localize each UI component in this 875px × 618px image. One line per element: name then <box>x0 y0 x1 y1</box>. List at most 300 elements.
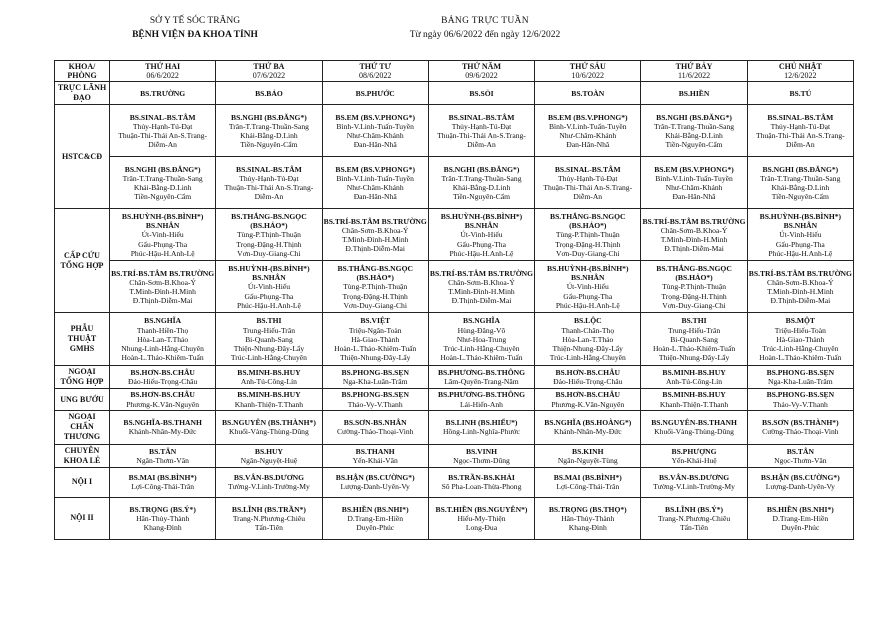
staff-line: Thuận-Thi-Thái An-S.Trang-Diễm-An <box>437 130 526 150</box>
staff-line: Khải-Bằng-D.Linh <box>452 182 511 192</box>
schedule-row <box>55 82 854 105</box>
doctor-on-duty: BS.EM (BS.V.PHONG*) <box>335 164 415 174</box>
department-label: TRỰC LÃNH ĐẠO <box>55 82 110 105</box>
staff-line: Bình-V.Linh-Tuấn-Tuyền <box>336 121 414 131</box>
staff-line: Đ.Thịnh-Diễm-Mai <box>664 244 724 254</box>
staff-line: Lượng-Danh-Uyên-Vy <box>765 482 835 492</box>
staff-line: Khải-Bằng-D.Linh <box>771 182 830 192</box>
staff-line: Đ.Thịnh-Diễm-Mai <box>345 244 406 254</box>
department-label: NGOẠI CHẤN THƯƠNG <box>55 410 110 444</box>
doctor-on-duty: BS.HẬN (BS.CƯỜNG*) <box>760 473 840 483</box>
doctor-on-duty: BS.PHONG-BS.SẸN <box>341 368 409 378</box>
staff-line: Thiện-Nhung-Đây-Lẩy <box>658 353 730 363</box>
duty-cell <box>216 157 322 209</box>
staff-line: Bình-V.Linh-Tuấn-Tuyền <box>336 173 414 183</box>
duty-cell <box>110 444 216 467</box>
date-range: Từ ngày 06/6/2022 đến ngày 12/6/2022 <box>409 30 561 40</box>
staff-line: Phúc-Hậu-H.Anh-Lệ <box>449 248 514 258</box>
staff-line: Tiền-Nguyên-Cẩm <box>134 192 192 202</box>
duty-cell <box>322 209 428 261</box>
doctor-on-duty: BS.THI <box>681 316 707 326</box>
department-column-header: KHOA/ PHÒNG <box>55 61 110 82</box>
duty-cell <box>747 444 853 467</box>
staff-line: Trân-T.Trang-Thuần-Sang <box>228 121 309 131</box>
staff-line: Yến-Khải-Vân <box>352 455 398 465</box>
doctor-on-duty: BS.HƠN-BS.CHÂU <box>555 390 621 400</box>
staff-line: Trọng-Đặng-H.Thịnh <box>661 291 727 301</box>
staff-line: Trúc-Linh-Hằng-Chuyên <box>549 353 626 363</box>
staff-line: Nga-Kha-Luân-Trâm <box>342 377 408 387</box>
staff-line: Gấu-Phụng-Tha <box>563 291 613 301</box>
duty-cell <box>535 313 641 366</box>
duty-cell <box>322 82 428 105</box>
duty-cell <box>535 389 641 410</box>
staff-line: Thuận-Thi-Thái An-S.Trang-Diễm-An <box>755 130 845 150</box>
doctor-on-duty: BS.THẮNG-BS.NGỌC (BS.HẢO*) <box>231 211 307 231</box>
doctor-on-duty: BS.NGHI (BS.ĐĂNG*) <box>231 112 307 122</box>
schedule-row <box>55 389 854 410</box>
staff-line: Tường-V.Linh-Trường-My <box>653 482 735 492</box>
day-name: THỨ TƯ <box>359 62 391 71</box>
doctor-on-duty: BS.NGHI (BS.ĐĂNG*) <box>443 164 520 174</box>
day-name: THỨ SÁU <box>569 62 606 71</box>
staff-line: Thủy-Hạnh-Tú-Đạt <box>132 121 193 131</box>
duty-cell <box>216 261 322 313</box>
duty-cell <box>428 497 534 539</box>
doctor-on-duty: BS.HIỀN (BS.NHI*) <box>341 504 409 514</box>
duty-cell <box>535 261 641 313</box>
staff-line: Phúc-Hậu-H.Anh-Lệ <box>555 300 620 310</box>
staff-line: Sô Pha-Loan-Thừa-Phong <box>441 482 522 492</box>
duty-cell <box>428 82 534 105</box>
staff-line: Như-Châm-Khánh <box>665 182 723 192</box>
day-date: 06/6/2022 <box>146 71 179 81</box>
doctor-on-duty: BS.NGHĨA-BS.THANH <box>123 418 202 428</box>
staff-line: Khuổi-Vàng-Thùng-Dũng <box>229 427 309 437</box>
duty-cell <box>641 313 747 366</box>
duty-cell <box>322 261 428 313</box>
schedule-row <box>55 209 854 261</box>
staff-line: Như-Hoa-Trung <box>456 334 507 344</box>
staff-line: Hồng-Linh-Nghĩa-Phước <box>443 427 520 437</box>
schedule-row <box>55 444 854 467</box>
staff-line: Thủy-Hạnh-Tú-Đạt <box>451 121 512 131</box>
staff-line: Triệu-Hiếu-Toàn <box>774 325 826 335</box>
doctor-on-duty: BS.PHƯƠNG-BS.THÔNG <box>437 368 526 378</box>
staff-line: Long-Đua <box>465 522 498 532</box>
doctor-on-duty: BS.MINH-BS.HUY <box>237 390 301 400</box>
department-label: CHUYÊN KHOA LẺ <box>55 444 110 467</box>
day-date: 07/6/2022 <box>252 71 286 81</box>
duty-cell <box>322 467 428 497</box>
staff-line: Chân-Sơm-B.Khoa-Ý <box>341 225 409 235</box>
staff-line: Út-Vinh-Hiếu <box>141 230 184 240</box>
duty-cell <box>216 467 322 497</box>
doctor-on-duty: BS.LINH (BS.HIẾU*) <box>445 418 518 428</box>
staff-line: Chân-Sơm-B.Khoa-Ý <box>129 277 196 287</box>
doctor-on-duty: BS.VÂN-BS.DƯƠNG <box>233 473 305 483</box>
schedule-row <box>55 313 854 366</box>
staff-line: T.Minh-Đình-H.Minh <box>767 286 834 296</box>
schedule-row <box>55 366 854 389</box>
staff-line: Trúc-Linh-Hằng-Chuyên <box>762 344 839 353</box>
day-date: 11/6/2022 <box>677 71 711 81</box>
staff-line: Hòa-Lan-T.Thảo <box>562 334 614 344</box>
staff-line: Gấu-Phụng-Tha <box>775 239 825 249</box>
doctor-on-duty: BS.EM (BS.V.PHONG*) <box>654 164 734 174</box>
staff-line: Út-Vinh-Hiếu <box>566 282 609 292</box>
duty-cell <box>110 105 216 157</box>
staff-line: Ngân-Nguyệt-Huệ <box>240 455 298 465</box>
duty-cell <box>110 209 216 261</box>
staff-line: Trân-T.Trang-Thuần-Sang <box>760 173 841 183</box>
doctor-on-duty: BS.THẮNG-BS.NGỌC (BS.HẢO*) <box>656 263 732 283</box>
staff-line: Chân-Sơm-B.Khoa-Ý <box>767 277 834 287</box>
doctor-on-duty: BS.HUỲNH-(BS.BÌNH*) BS.NHÂN <box>440 211 523 231</box>
schedule-row <box>55 105 854 157</box>
duty-cell <box>428 467 534 497</box>
duty-cell <box>110 497 216 539</box>
staff-line: Yến-Khải-Huệ <box>671 455 717 465</box>
duty-cell <box>747 497 853 539</box>
department-label: CẤP CỨU TỔNG HỢP <box>55 209 110 313</box>
staff-line: Vơn-Duy-Giang-Chi <box>237 248 301 258</box>
staff-line: Bi-Quanh-Sang <box>245 334 293 344</box>
day-column-header <box>110 61 216 82</box>
staff-line: Bình-V.Linh-Tuấn-Tuyền <box>655 173 733 183</box>
duty-schedule-table <box>54 60 854 540</box>
duty-cell <box>216 389 322 410</box>
staff-line: Trọng-Đặng-H.Thịnh <box>555 239 621 249</box>
doctor-on-duty: BS.VÂN-BS.DƯƠNG <box>658 473 730 483</box>
duty-cell <box>110 82 216 105</box>
duty-cell <box>535 157 641 209</box>
department-label: NỘI II <box>55 497 110 539</box>
staff-line: Phúc-Hậu-H.Anh-Lệ <box>236 300 301 310</box>
doctor-on-duty: BS.VIỆT <box>360 316 391 326</box>
staff-line: Thanh-Chân-Thọ <box>561 325 615 335</box>
staff-line: T.Minh-Đình-H.Minh <box>341 234 409 244</box>
staff-line: Khải-Bằng-D.Linh <box>665 130 723 140</box>
staff-line: T.Minh-Đình-H.Minh <box>660 234 728 244</box>
staff-line: Tùng-P.Thịnh-Thuận <box>343 282 408 292</box>
department-label: PHẪU THUẬT GMHS <box>55 313 110 366</box>
doctor-on-duty: BS.HUỲNH-(BS.BÌNH*) BS.NHÂN <box>228 263 310 283</box>
duty-cell <box>216 497 322 539</box>
header-title-block <box>360 14 610 42</box>
duty-cell <box>322 444 428 467</box>
duty-cell <box>428 261 534 313</box>
duty-cell <box>641 497 747 539</box>
staff-line: Thuận-Thi-Thái An-S.Trang-Diễm-An <box>224 182 314 202</box>
staff-line: Tấn-Tiên <box>680 522 709 532</box>
doctor-on-duty: BS.PHƯỚC <box>355 88 395 98</box>
staff-line: Thanh-Hiền-Thọ <box>136 325 189 335</box>
staff-line: Như-Châm-Khánh <box>346 130 404 140</box>
doctor-on-duty: BS.TOÀN <box>571 88 605 98</box>
staff-line: Đ.Thịnh-Diễm-Mai <box>132 296 193 306</box>
doctor-on-duty: BS.NGHI (BS.ĐĂNG*) <box>656 112 732 122</box>
staff-line: Khánh-Nhân-My-Đức <box>128 427 197 437</box>
doctor-on-duty: BS.SƠN (BS.THÀNH*) <box>762 418 839 428</box>
staff-line: Lái-Hiển-Anh <box>459 399 503 409</box>
doctor-on-duty: BS.MAI (BS.BÌNH*) <box>553 473 622 483</box>
duty-cell <box>747 389 853 410</box>
staff-line: Khải-Bằng-D.Linh <box>240 130 298 140</box>
duty-cell <box>641 261 747 313</box>
staff-line: Vơn-Duy-Giang-Chi <box>662 300 726 310</box>
staff-line: Thảo-Vy-V.Thanh <box>772 399 828 409</box>
staff-line: Trúc-Linh-Hằng-Chuyên <box>230 353 307 363</box>
staff-line: Phương-K.Vân-Nguyên <box>126 399 200 409</box>
staff-line: Hoàn-L.Thảo-Khiêm-Tuấn <box>334 344 417 353</box>
day-column-header <box>216 61 322 82</box>
staff-line: Duyên-Phúc <box>356 522 395 532</box>
staff-line: Hùng-Đăng-Võ <box>457 325 506 335</box>
staff-line: Khang-Đình <box>143 522 182 532</box>
day-column-header <box>641 61 747 82</box>
duty-cell <box>535 209 641 261</box>
staff-line: Triệu-Ngân-Toàn <box>348 325 402 335</box>
doctor-on-duty: BS.MỘT <box>785 316 815 326</box>
duty-cell <box>216 105 322 157</box>
department-label: HSTC&CĐ <box>55 105 110 209</box>
staff-line: Lợi-Công-Thái-Trân <box>131 482 195 492</box>
staff-line: Đan-Hân-Nhã <box>353 140 397 150</box>
staff-line: Trúc-Linh-Hằng-Chuyên <box>443 344 520 353</box>
staff-line: Thuận-Thi-Thái An-S.Trang-Diễm-An <box>118 130 207 150</box>
day-column-header <box>535 61 641 82</box>
staff-line: Vơn-Duy-Giang-Chi <box>343 300 407 310</box>
org-line-1: SỞ Y TẾ SÓC TRĂNG <box>149 16 241 26</box>
staff-line: Thiện-Nhung-Đây-Lẩy <box>552 344 623 353</box>
staff-line: Thủy-Hạnh-Tú-Đạt <box>770 121 831 131</box>
day-column-header <box>747 61 853 82</box>
duty-cell <box>216 444 322 467</box>
doctor-on-duty: BS.SƠN-BS.NHÂN <box>343 418 407 428</box>
doctor-on-duty: BS.TRẦN-BS.KHẢI <box>448 473 515 483</box>
schedule-row <box>55 261 854 313</box>
staff-line: Tùng-P.Thịnh-Thuận <box>662 282 726 292</box>
duty-cell <box>322 410 428 444</box>
schedule-row <box>55 410 854 444</box>
doctor-on-duty: BS.MINH-BS.HUY <box>237 368 301 378</box>
staff-line: Hoàn-L.Thảo-Khiêm-Tuấn <box>652 344 736 353</box>
staff-line: Trọng-Đặng-H.Thịnh <box>236 239 302 249</box>
staff-line: Chân-Sơm-B.Khoa-Ý <box>660 225 728 235</box>
duty-cell <box>641 366 747 389</box>
duty-cell <box>428 389 534 410</box>
doctor-on-duty: BS.TRÍ-BS.TÂM BS.TRƯỜNG <box>429 268 534 278</box>
doctor-on-duty: BS.TÚ <box>789 88 812 98</box>
staff-line: Trang-N.Phương-Chiêu <box>657 513 731 523</box>
duty-cell <box>641 389 747 410</box>
staff-line: Hoàn-L.Thảo-Khiêm-Tuấn <box>759 353 842 363</box>
staff-line: Đan-Hân-Nhã <box>672 192 716 202</box>
doctor-on-duty: BS.THẮNG-BS.NGỌC (BS.HẢO*) <box>337 263 413 283</box>
doctor-on-duty: BS.SINAL-BS.TÂM <box>236 164 302 174</box>
duty-cell <box>322 313 428 366</box>
staff-line: Anh-Tú-Công-Lín <box>240 377 297 387</box>
doctor-on-duty: BS.TÂN <box>149 446 177 456</box>
staff-line: Thủy-Hạnh-Tú-Đạt <box>239 173 299 183</box>
staff-line: Trân-T.Trang-Thuần-Sang <box>654 121 735 131</box>
duty-cell <box>641 410 747 444</box>
doctor-on-duty: BS.TRÍ-BS.TÂM BS.TRƯỜNG <box>323 216 427 226</box>
duty-cell <box>110 410 216 444</box>
duty-cell <box>216 366 322 389</box>
duty-cell <box>110 389 216 410</box>
staff-line: Út-Vinh-Hiếu <box>460 230 503 240</box>
staff-line: Trân-T.Trang-Thuần-Sang <box>441 173 522 183</box>
duty-cell <box>428 313 534 366</box>
staff-line: Nhung-Linh-Hằng-Chuyên <box>121 344 204 353</box>
staff-line: Hoàn-L.Thảo-Khiêm-Tuấn <box>121 353 204 363</box>
staff-line: Phương-K.Vân-Nguyên <box>551 399 625 409</box>
staff-line: Ngọc-Thơm-Vân <box>774 455 827 465</box>
duty-cell <box>322 105 428 157</box>
staff-line: Đan-Hân-Nhã <box>353 192 397 202</box>
doctor-on-duty: BS.SINAL-BS.TÂM <box>448 112 515 122</box>
staff-line: Trân-T.Trang-Thuần-Sang <box>122 173 203 183</box>
staff-line: Khánh-Nhân-My-Đức <box>553 427 622 437</box>
staff-line: Trang-N.Phương-Chiêu <box>232 513 306 523</box>
staff-line: Út-Vinh-Hiếu <box>247 282 290 292</box>
doctor-on-duty: BS.EM (BS.V.PHONG*) <box>547 112 628 122</box>
staff-line: Thiện-Nhung-Đây-Lẩy <box>233 344 305 353</box>
doctor-on-duty: BS.NGUYÊN-BS.THANH <box>651 418 737 428</box>
staff-line: Thuận-Thi-Thái An-S.Trang-Diễm-An <box>543 182 633 202</box>
duty-cell <box>428 366 534 389</box>
staff-line: Khải-Bằng-D.Linh <box>133 182 192 192</box>
staff-line: Tiền-Nguyên-Cẩm <box>240 140 298 150</box>
day-date: 08/6/2022 <box>358 71 392 81</box>
duty-cell <box>535 105 641 157</box>
duty-cell <box>322 389 428 410</box>
duty-cell <box>747 366 853 389</box>
schedule-row <box>55 467 854 497</box>
department-label: UNG BƯỚU <box>55 389 110 410</box>
duty-cell <box>428 209 534 261</box>
duty-cell <box>747 467 853 497</box>
duty-cell <box>216 82 322 105</box>
doctor-on-duty: BS.BẢO <box>255 88 283 98</box>
staff-line: Cường-Thảo-Thoại-Vinh <box>762 427 839 437</box>
doctor-on-duty: BS.PHONG-BS.SẸN <box>341 390 409 400</box>
duty-cell <box>216 410 322 444</box>
duty-cell <box>535 82 641 105</box>
doctor-on-duty: BS.SINAL-BS.TÂM <box>554 164 621 174</box>
duty-cell <box>747 157 853 209</box>
doctor-on-duty: BS.HƠN-BS.CHÂU <box>130 368 195 378</box>
schedule-row <box>55 497 854 539</box>
staff-line: Ngân-Nguyệt-Tùng <box>557 455 618 465</box>
staff-line: Tường-V.Linh-Trường-My <box>227 482 310 492</box>
duty-cell <box>747 313 853 366</box>
duty-cell <box>110 467 216 497</box>
doctor-on-duty: BS.MINH-BS.HUY <box>662 368 726 378</box>
duty-cell <box>641 467 747 497</box>
doctor-on-duty: BS.NGUYÊN (BS.THÀNH*) <box>221 418 316 428</box>
doctor-on-duty: BS.HUY <box>254 446 283 456</box>
doctor-on-duty: BS.TRÍ-BS.TÂM BS.TRƯỜNG <box>111 268 215 278</box>
doctor-on-duty: BS.KINH <box>572 446 604 456</box>
duty-cell <box>535 410 641 444</box>
duty-cell <box>641 157 747 209</box>
schedule-body <box>55 82 854 539</box>
doctor-on-duty: BS.TRỌNG (BS.THỌ*) <box>548 504 627 514</box>
org-line-2: BỆNH VIỆN ĐA KHOA TỈNH <box>132 30 258 40</box>
staff-line: Thảo-Vy-V.Thanh <box>347 399 403 409</box>
staff-line: Ngọc-Thơm-Dũng <box>453 455 510 465</box>
doctor-on-duty: BS.NGHI (BS.ĐĂNG*) <box>124 164 201 174</box>
staff-line: Hòa-Lan-T.Thảo <box>137 334 189 344</box>
doctor-on-duty: BS.MINH-BS.HUY <box>662 390 726 400</box>
doctor-on-duty: BS.MAI (BS.BÌNH*) <box>128 473 197 483</box>
staff-line: Khanh-Thiện-T.Thanh <box>659 399 729 409</box>
day-column-header <box>428 61 534 82</box>
day-name: CHỦ NHẬT <box>778 62 822 71</box>
staff-line: D.Trang-Em-Hiền <box>772 513 829 523</box>
doctor-on-duty: BS.NGHI (BS.ĐĂNG*) <box>762 164 839 174</box>
staff-line: Gấu-Phụng-Tha <box>457 239 506 249</box>
doctor-on-duty: BS.LĨNH (BS.Ý*) <box>665 504 724 514</box>
staff-line: Khanh-Thiện-T.Thanh <box>234 399 304 409</box>
duty-cell <box>535 497 641 539</box>
doctor-on-duty: BS.THANH <box>355 446 395 456</box>
day-column-header <box>322 61 428 82</box>
document-title: BẢNG TRỰC TUẦN <box>441 16 529 26</box>
staff-line: Trung-Hiếu-Trân <box>242 325 296 335</box>
staff-line: Tấn-Tiên <box>254 522 283 532</box>
staff-line: Tùng-P.Thịnh-Thuận <box>236 230 301 240</box>
staff-line: Lượng-Danh-Uyên-Vy <box>340 482 410 492</box>
staff-line: Hà-Giao-Thành <box>776 334 825 344</box>
doctor-on-duty: BS.SINAL-BS.TÂM <box>767 112 834 122</box>
staff-line: Tiền-Nguyên-Cẩm <box>771 192 829 202</box>
doctor-on-duty: BS.SINAL-BS.TÂM <box>129 112 196 122</box>
day-date: 10/6/2022 <box>571 71 604 81</box>
duty-cell <box>641 82 747 105</box>
doctor-on-duty: BS.TÂN <box>786 446 814 456</box>
staff-line: Út-Vinh-Hiếu <box>779 230 822 240</box>
staff-line: Gấu-Phụng-Tha <box>244 291 294 301</box>
staff-line: Thủy-Hạnh-Tú-Đạt <box>558 173 618 183</box>
doctor-on-duty: BS.LỘC <box>573 316 602 326</box>
staff-line: Bi-Quanh-Sang <box>670 334 718 344</box>
doctor-on-duty: BS.EM (BS.V.PHONG*) <box>335 112 415 122</box>
duty-cell <box>535 444 641 467</box>
staff-line: Hân-Thủy-Thành <box>561 513 615 523</box>
duty-cell <box>322 497 428 539</box>
day-date: 12/6/2022 <box>784 71 817 81</box>
doctor-on-duty: BS.PHƯỢNG <box>671 446 717 456</box>
duty-cell <box>110 261 216 313</box>
doctor-on-duty: BS.NGHĨA (BS.HOÀNG*) <box>544 418 632 428</box>
doctor-on-duty: BS.PHONG-BS.SẸN <box>766 390 835 400</box>
doctor-on-duty: BS.TRÍ-BS.TÂM BS.TRƯỜNG <box>642 216 746 226</box>
doctor-on-duty: BS.SỎI <box>469 88 494 98</box>
doctor-on-duty: BS.VINH <box>465 446 497 456</box>
staff-line: Hà-Giao-Thành <box>351 334 400 344</box>
department-label: NGOẠI TỔNG HỢP <box>55 366 110 389</box>
staff-line: Tùng-P.Thịnh-Thuận <box>555 230 620 240</box>
schedule-row <box>55 157 854 209</box>
header-organization <box>95 14 295 42</box>
doctor-on-duty: BS.HIỀN <box>678 88 710 98</box>
staff-line: Đan-Hân-Nhã <box>566 140 610 150</box>
staff-line: T.Minh-Đình-H.Minh <box>129 286 196 296</box>
